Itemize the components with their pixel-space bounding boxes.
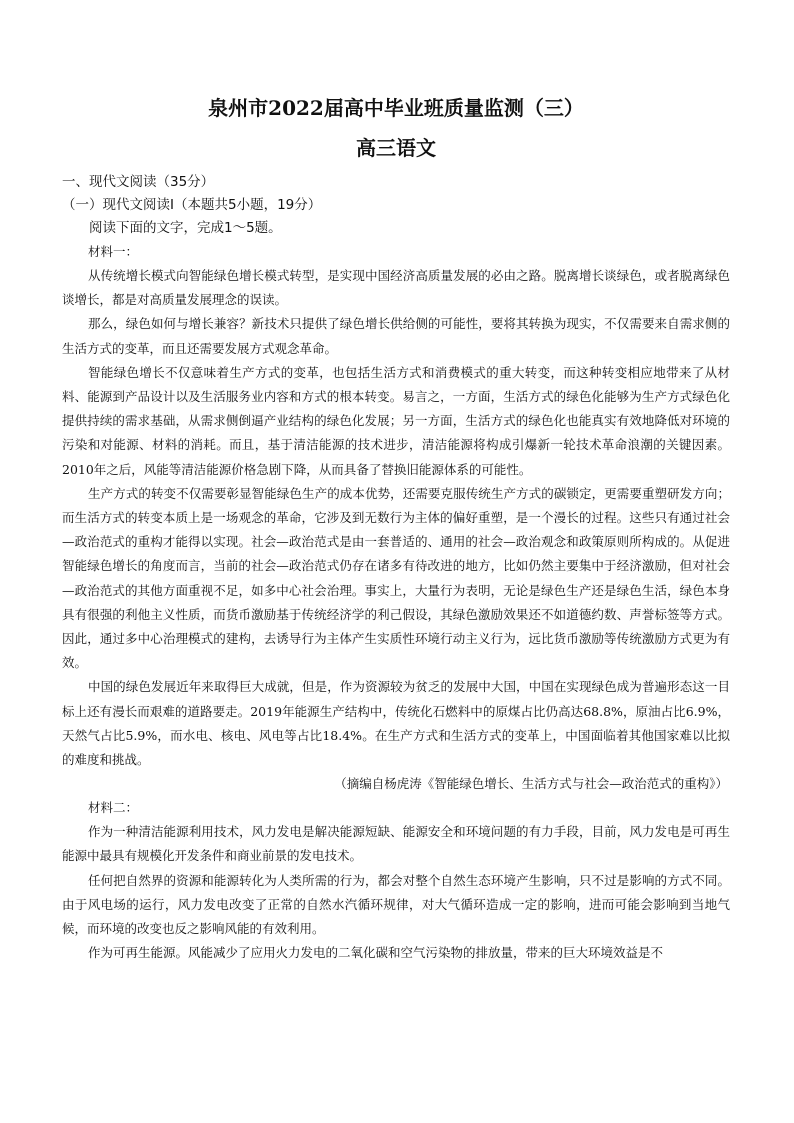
exam-title: 泉州市2022届高中毕业班质量监测（三） [208, 96, 584, 120]
material-1-paragraph: 那么，绿色如何与增长兼容？新技术只提供了绿色增长供给侧的可能性，要将其转换为现实，不仅需要来自需求侧的生活方式的变革，而且还需要发展方式观念革命。 [62, 316, 730, 356]
material-1-paragraph: 生产方式的转变不仅需要彰显智能绿色生产的成本优势，还需要克服传统生产方式的碳锁定，更需要重塑研发方向；而生活方式的转变本质上是一场观念的革命，它涉及到无数行为主体的偏好重塑，是一个漫长的过程。这些只有通过社会—政治范式的重构才能得以实现。社会—政治范式是由一套普适的、通用的社会—政治观念和政策原则所构成的。从促进智能绿色增长的角度而言，当前的社会—政治范式仍存在诸多有待改进的地方，比如仍然主要集中于经济激励，但对社会—政治范式的其他方面重视不足，如多中心社会治理。事实上，大量行为表明，无论是绿色生产还是绿色生活，绿色本身具有很强的利他主义性质，而货币激励基于传统经济学的利己假设，其绿色激励效果还不如道德约数、声誉标签等方式。因此，通过多中心治理模式的建构，去诱导行为主体产生实质性环境行动主义行为，远比货币激励等传统激励方式更为有效。 [62, 485, 730, 671]
material-2-paragraph: 任何把自然界的资源和能源转化为人类所需的行为，都会对整个自然生态环境产生影响，只不过是影响的方式不同。由于风电场的运行，风力发电改变了正常的自然水汽循环规律，对大气循环造成一定的影响，进而可能会影响到当地气候，而环境的改变也反之影响风能的有效利用。 [62, 872, 730, 937]
exam-subject: 高三语文 [356, 136, 436, 160]
material-1-paragraph: 中国的绿色发展近年来取得巨大成就，但是，作为资源较为贫乏的发展中大国，中国在实现绿色成为普遍形态这一目标上还有漫长而艰难的道路要走。2019年能源生产结构中，传统化石燃料中的原煤占比仍高达68.8%，原油占比6.9%，天然气占比5.9%，而水电、核电、风电等占比18.4%。在生产方式和生活方式的变革上，中国面临着其他国家难以比拟的难度和挑战。 [62, 679, 730, 768]
material-2-paragraph: 作为可再生能源。风能减少了应用火力发电的二氧化碳和空气污染物的排放量，带来的巨大环境效益是不 [88, 945, 664, 961]
material-2-paragraph: 作为一种清洁能源利用技术，风力发电是解决能源短缺、能源安全和环境问题的有力手段，目前，风力发电是可再生能源中最具有规模化开发条件和商业前景的发电技术。 [62, 824, 730, 864]
material-1-source: （摘编自杨虎涛《智能绿色增长、生活方式与社会—政治范式的重构》） [334, 776, 728, 792]
material-1-paragraph: 智能绿色增长不仅意味着生产方式的变革，也包括生活方式和消费模式的重大转变，而这种转变相应地带来了从材料、能源到产品设计以及生活服务业内容和方式的根本转变。易言之，一方面，生活方式的绿色化能够为生产方式绿色化提供持续的需求基础，从需求侧倒逼产业结构的绿色化发展；另一方面，生活方式的绿色化也能真实有效地降低对环境的污染和对能源、材料的消耗。而且，基于清洁能源的技术进步，清洁能源将构成引爆新一轮技术革命浪潮的关键因素。2010年之后，风能等清洁能源价格急剧下降，从而具备了替换旧能源体系的可能性。 [62, 364, 730, 477]
reading-instruction: 阅读下面的文字，完成1～5题。 [89, 220, 282, 236]
subsection-heading: （一）现代文阅读Ⅰ（本题共5小题，19分） [62, 197, 322, 213]
section-heading: 一、现代文阅读（35分） [62, 174, 215, 190]
material-1-label: 材料一： [88, 244, 139, 259]
material-1-paragraph: 从传统增长模式向智能绿色增长模式转型，是实现中国经济高质量发展的必由之路。脱离增长谈绿色，或者脱离绿色谈增长，都是对高质量发展理念的误读。 [62, 268, 730, 308]
material-2-label: 材料二： [88, 800, 139, 816]
